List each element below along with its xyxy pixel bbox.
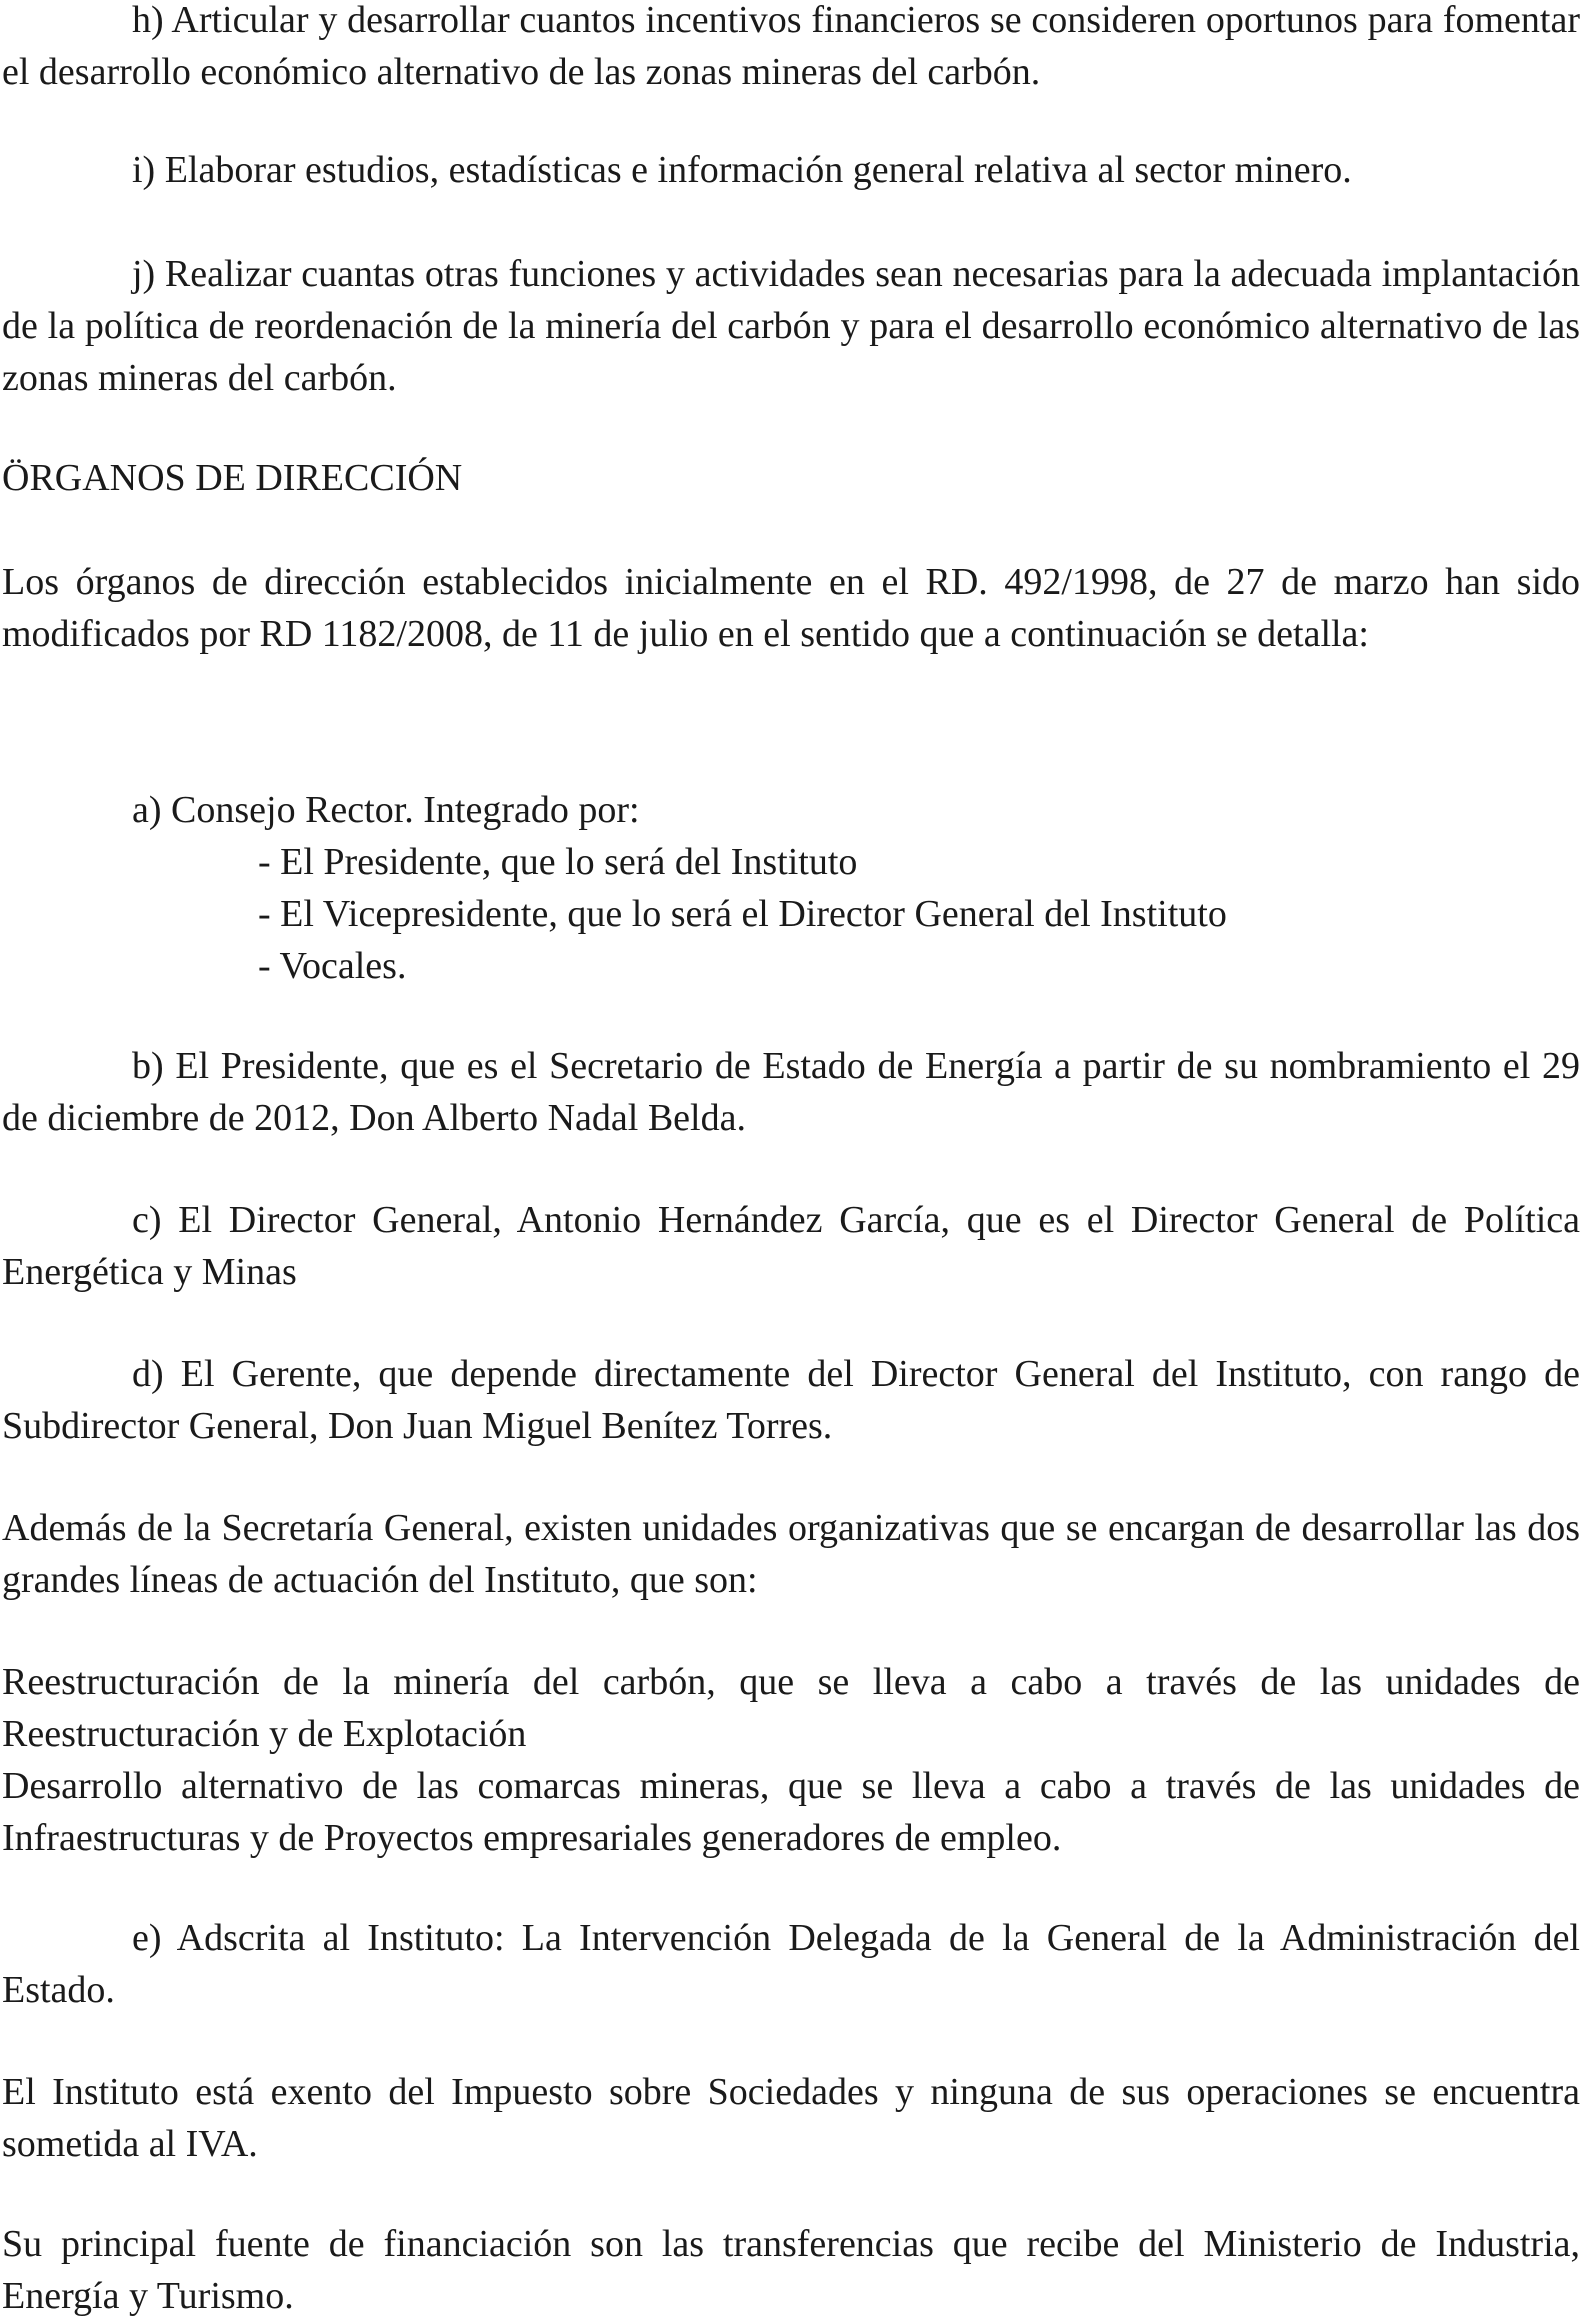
list-item-presidente: - El Presidente, que lo será del Instituto <box>258 841 858 883</box>
paragraph-iva: El Instituto está exento del Impuesto sobre Sociedades y ninguna de sus operaciones se encuentra sometida al IVA. <box>2 2071 1580 2165</box>
paragraph-c: c) El Director General, Antonio Hernández García, que es el Director General de Política Energética y Minas <box>2 1199 1580 1293</box>
paragraph-intro: Los órganos de dirección establecidos inicialmente en el RD. 492/1998, de 27 de marzo han sido modificados por RD 1182/2008, de 11 de julio en el sentido que a continuación se detalla: <box>2 561 1580 655</box>
paragraph-d: d) El Gerente, que depende directamente del Director General del Instituto, con rango de Subdirector General, Don Juan Miguel Benítez Torres. <box>2 1353 1580 1447</box>
list-label-consejo-rector: a) Consejo Rector. Integrado por: <box>132 789 640 831</box>
paragraph-e: e) Adscrita al Instituto: La Intervención Delegada de la General de la Administración del Estado. <box>2 1917 1580 2011</box>
paragraph-i: i) Elaborar estudios, estadísticas e información general relativa al sector minero. <box>132 149 1352 191</box>
paragraph-b: b) El Presidente, que es el Secretario de Estado de Energía a partir de su nombramiento el 29 de diciembre de 2012, Don Alberto Nadal Belda. <box>2 1045 1580 1139</box>
section-heading: ÖRGANOS DE DIRECCIÓN <box>2 457 463 499</box>
list-item-vicepresidente: - El Vicepresidente, que lo será el Director General del Instituto <box>258 893 1227 935</box>
paragraph-financiacion: Su principal fuente de financiación son las transferencias que recibe del Ministerio de Industria, Energía y Turismo. <box>2 2223 1580 2317</box>
paragraph-h: h) Articular y desarrollar cuantos incentivos financieros se consideren oportunos para fomentar el desarrollo económico alternativo de las zonas mineras del carbón. <box>2 0 1580 93</box>
paragraph-desarrollo: Desarrollo alternativo de las comarcas mineras, que se lleva a cabo a través de las unidades de Infraestructuras y de Proyectos empresariales generadores de empleo. <box>2 1765 1580 1859</box>
list-item-vocales: - Vocales. <box>258 945 407 987</box>
paragraph-j: j) Realizar cuantas otras funciones y actividades sean necesarias para la adecuada implantación de la política de reordenación de la minería del carbón y para el desarrollo económico alternativo de las zonas mineras del carbón. <box>2 253 1580 399</box>
paragraph-ademas: Además de la Secretaría General, existen unidades organizativas que se encargan de desarrollar las dos grandes líneas de actuación del Instituto, que son: <box>2 1507 1580 1601</box>
paragraph-reestructuracion: Reestructuración de la minería del carbón, que se lleva a cabo a través de las unidades de Reestructuración y de Explotación <box>2 1661 1580 1755</box>
